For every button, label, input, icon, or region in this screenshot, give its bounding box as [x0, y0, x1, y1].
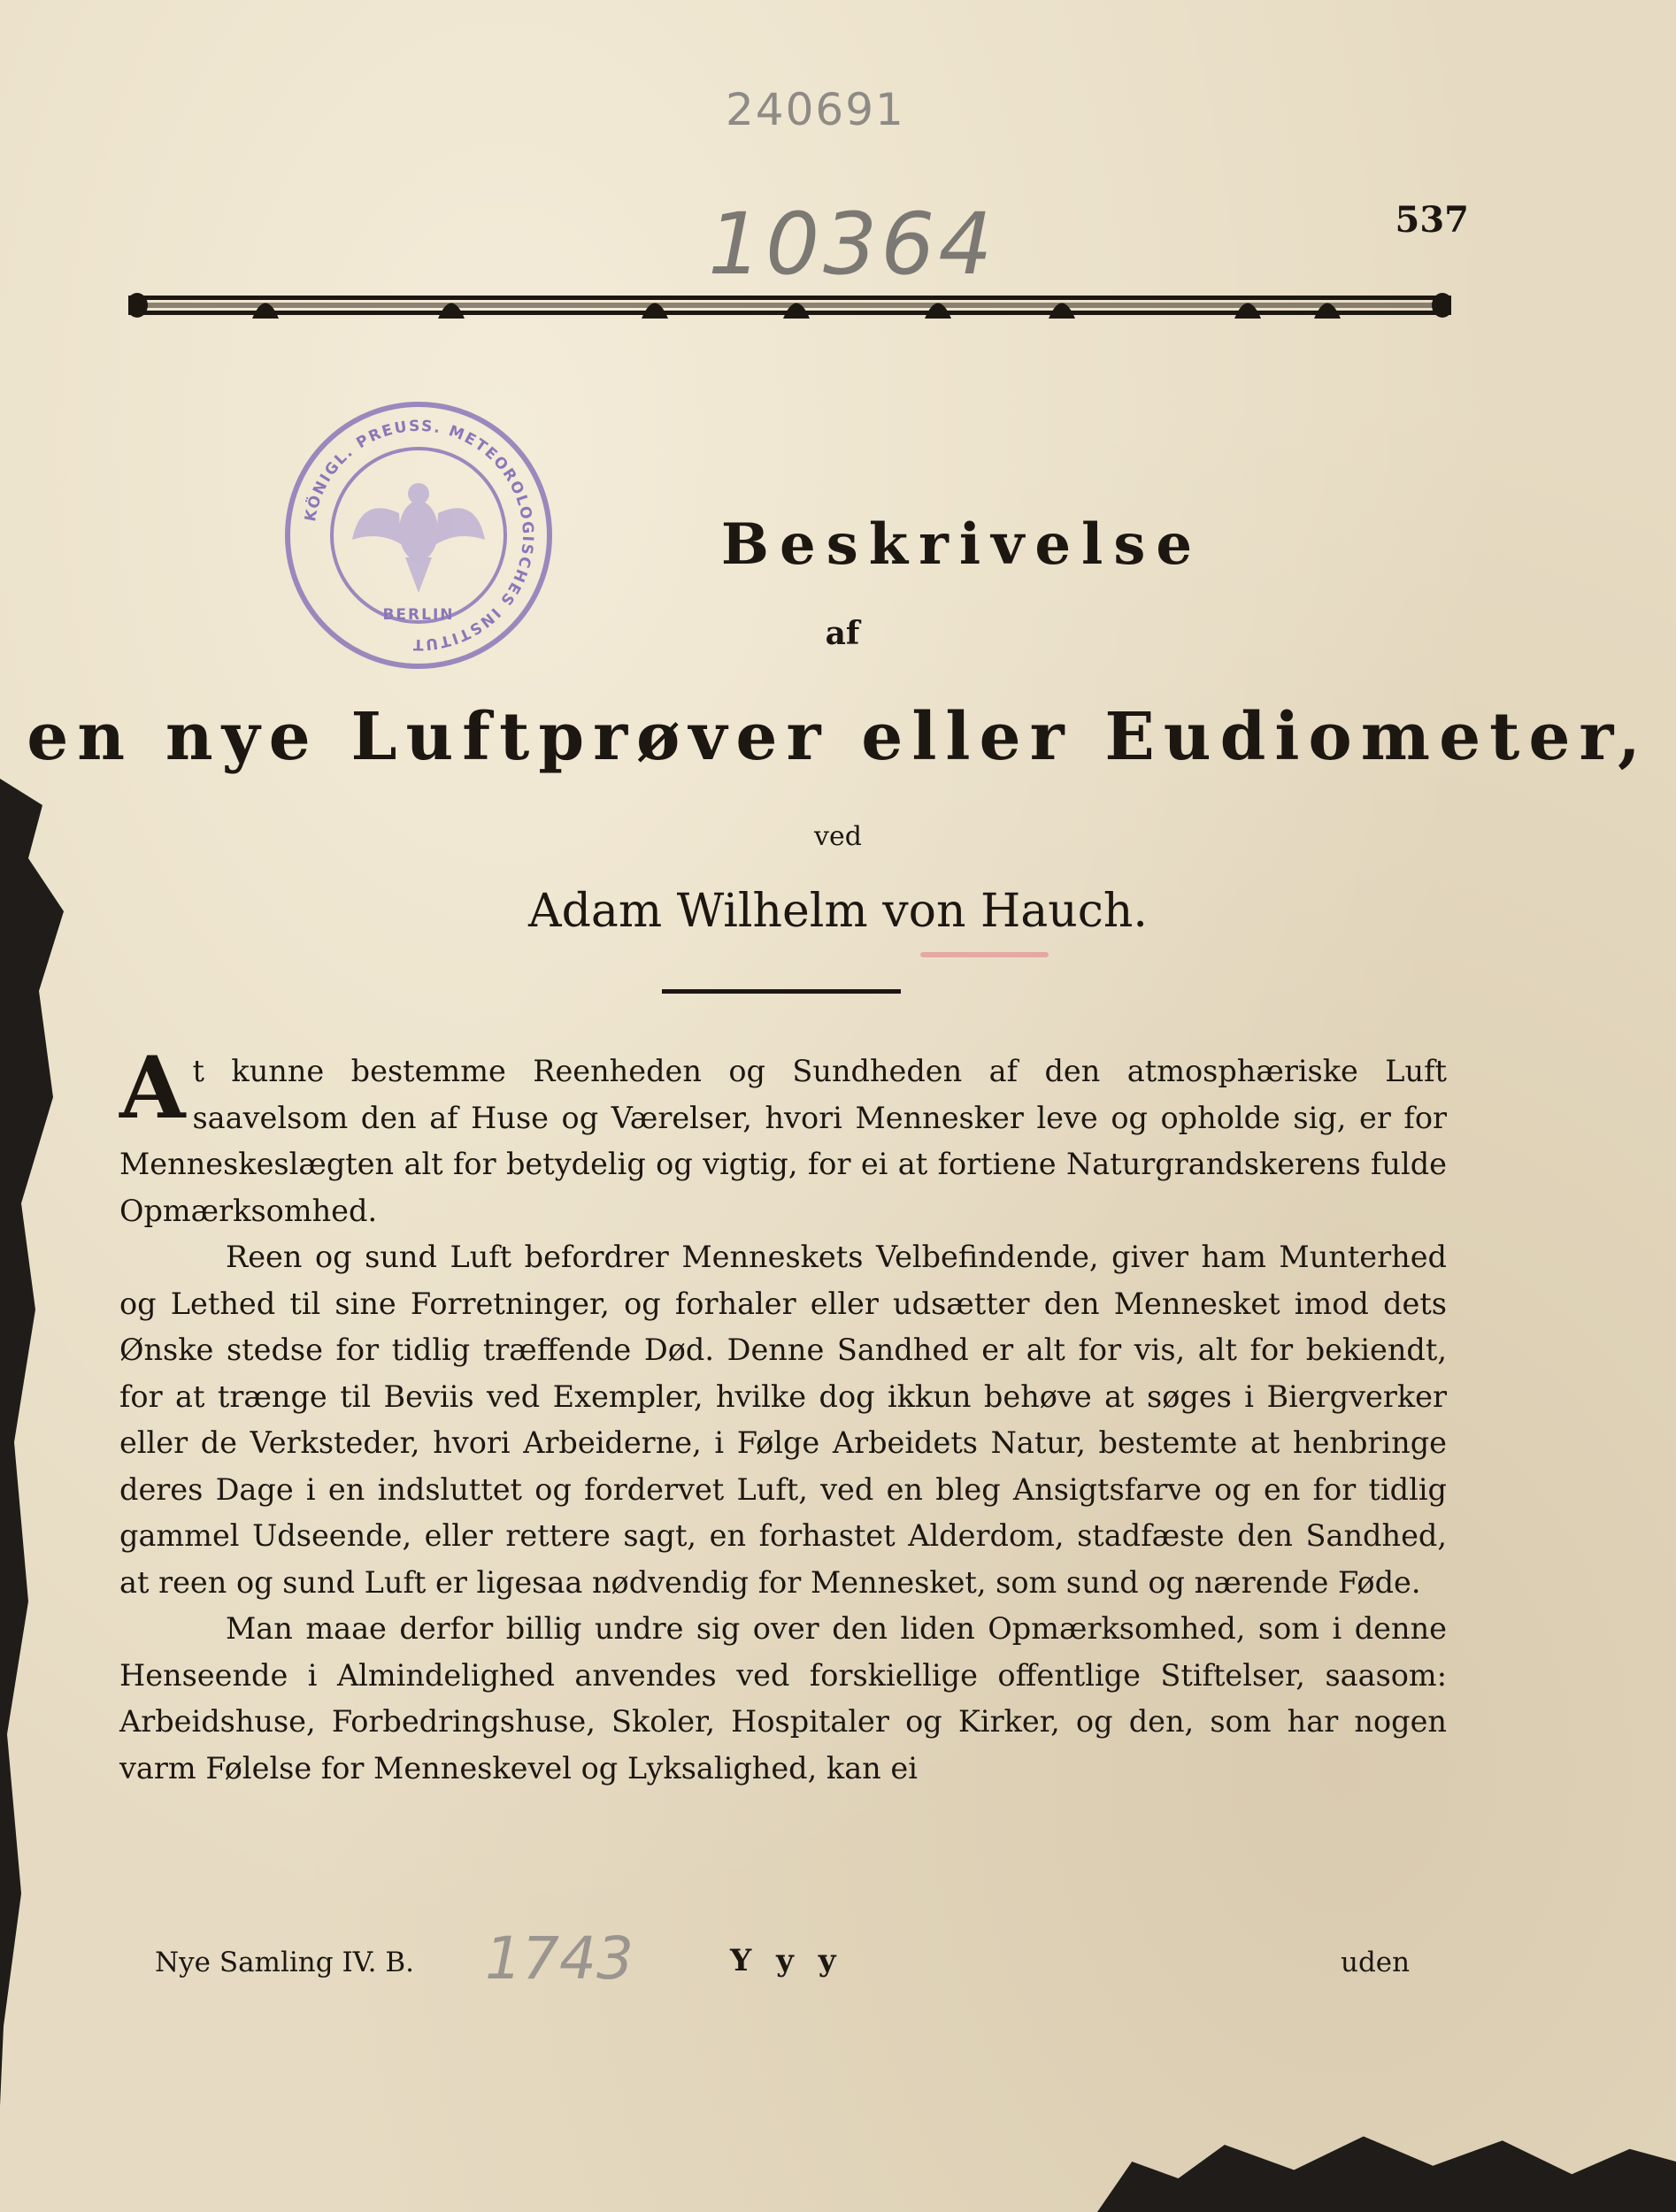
footer-catchword: uden — [1341, 1947, 1411, 1978]
title-line-1: Beskrivelse — [720, 511, 1203, 578]
footer-volume: Nye Samling IV. B. — [155, 1947, 415, 1978]
body-text — [119, 1038, 1447, 1933]
footer-signature-mark: Y y y — [730, 1943, 843, 1978]
pencil-catalog-number: 10364 — [708, 195, 996, 294]
paragraph-2: Reen og sund Luft befordrer Menneskets Velbefindende, giver ham Munterhed og Lethed til sine Forretninger, og forhaler eller udsætter den Mennesket imod dets Ønske stedse for tidlig træffende Død. Denne Sandhed er alt for vis, alt for bekiendt, for at trænge til Beviis ved Exempler, hvilke dog ikkun behøve at søges i Biergverker eller de Verksteder, hvori Arbeiderne, i Følge Arbeidets Natur, bestemte at henbringe deres Dage i en indsluttet og fordervet Luft, ved en bleg Ansigtsfarve og en for tidlig gammel Udseende, eller rettere sagt, en forhastet Alderdom, stadfæste den Sandhed, at reen og sund Luft er ligesaa nødvendig for Mennesket, som sund og nærende Føde. — [119, 1240, 1447, 1600]
pencil-accession-number: 240691 — [726, 84, 905, 135]
stamp-outer-text: KÖNIGL. PREUSS. METEOROLOGISCHES INSTITUT — [301, 417, 537, 654]
red-underline-mark — [920, 952, 1049, 957]
page-footer — [0, 1938, 1676, 1991]
title-line-4: ved — [814, 821, 862, 852]
title-line-2: af — [825, 615, 860, 652]
title-line-3: en nye Luftprøver eller Eudiometer, — [27, 699, 1649, 775]
author-name: Adam Wilhelm von Hauch. — [528, 885, 1148, 938]
paragraph-1 — [119, 1038, 1447, 1234]
ornament-border — [128, 283, 1451, 327]
pencil-bottom-number: 1743 — [485, 1924, 634, 1993]
paragraph-3: Man maae derfor billig undre sig over den liden Opmærksomhed, som i denne Henseende i Almindelighed anvendes ved forskiellige offentlige Stiftelser, saasom: Arbeidshuse, Forbedringshuse, Skoler, Hospitaler og Kirker, og den, som har nogen varm Følelse for Menneskevel og Lyksalighed, kan ei — [119, 1611, 1447, 1786]
title-divider — [662, 989, 901, 994]
page-number: 537 — [1395, 199, 1469, 241]
stamp-city: BERLIN — [382, 606, 455, 624]
paragraph-1-text: t kunne bestemme Reenheden og Sundheden af den atmosphæriske Luft saavelsom den af Huse og Værelser, hvori Mennesker leve og opholde sig, er for Menneskeslægten alt for betydelig og vigtig, for ei at fortiene Naturgrandskerens fulde Opmærksomhed. — [119, 1054, 1447, 1228]
drop-cap: A — [119, 1038, 186, 1138]
